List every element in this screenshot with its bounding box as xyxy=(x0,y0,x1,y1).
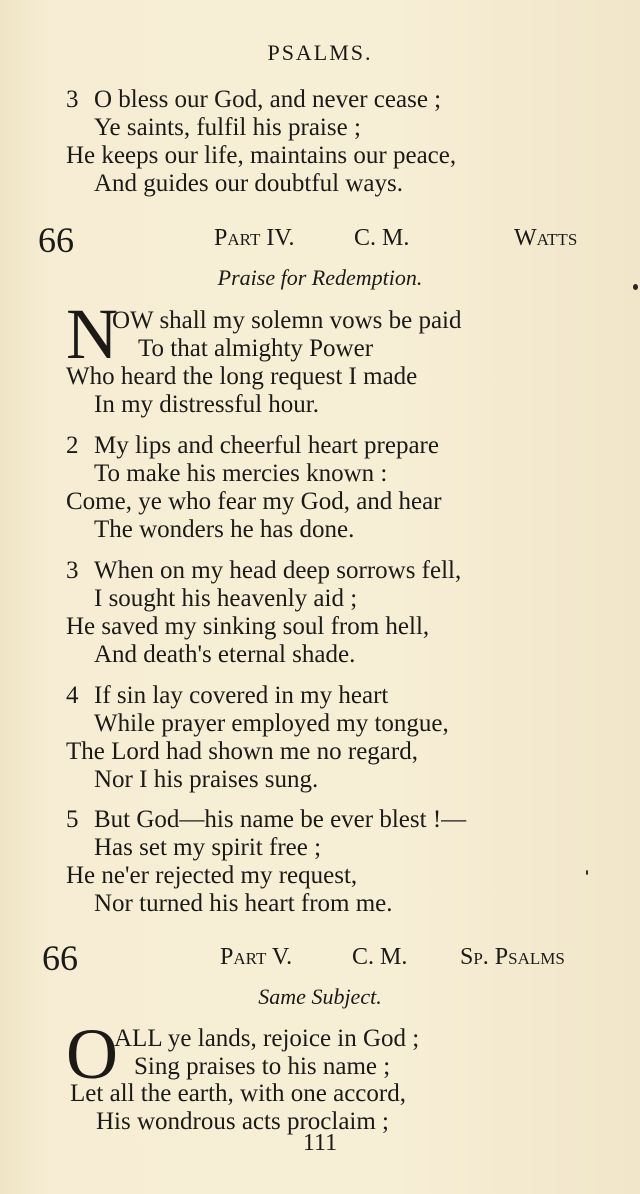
stanza-number: 5 xyxy=(66,806,79,833)
verse-line: While prayer employed my tongue, xyxy=(94,710,449,737)
verse-line: But God—his name be ever blest !— xyxy=(94,806,467,833)
hymn-author: Sp. Psalms xyxy=(460,944,565,970)
ink-speck xyxy=(586,870,588,875)
verse-line: Come, ye who fear my God, and hear xyxy=(66,488,442,515)
hymn-part: Part IV. xyxy=(214,225,295,251)
stanza-number: 3 xyxy=(66,557,79,584)
verse-line: OW shall my solemn vows be paid xyxy=(112,307,462,334)
stanza-number: 4 xyxy=(66,682,79,709)
verse-line: He ne'er rejected my request, xyxy=(66,862,358,889)
ink-speck xyxy=(633,284,638,290)
drop-cap: O xyxy=(66,1014,118,1094)
hymn-subtitle: Praise for Redemption. xyxy=(217,265,423,290)
verse-line: Nor turned his heart from me. xyxy=(94,890,393,917)
verse-line: Let all the earth, with one accord, xyxy=(70,1080,406,1107)
hymn-meter: C. M. xyxy=(352,944,408,970)
hymn-number: 66 xyxy=(42,938,78,978)
verse-line: If sin lay covered in my heart xyxy=(94,682,389,709)
verse-line: The wonders he has done. xyxy=(94,516,355,543)
verse-line: To make his mercies known : xyxy=(94,460,388,487)
hymn-number: 66 xyxy=(38,220,74,260)
hymn-part: Part V. xyxy=(220,944,293,970)
verse-line: Sing praises to his name ; xyxy=(134,1053,391,1080)
verse-line: He keeps our life, maintains our peace, xyxy=(66,142,457,169)
verse-line: Who heard the long request I made xyxy=(66,363,418,390)
verse-line: ALL ye lands, rejoice in God ; xyxy=(114,1025,420,1052)
page-number: 111 xyxy=(302,1130,338,1156)
stanza-number: 3 xyxy=(66,86,79,113)
verse-line: I sought his heavenly aid ; xyxy=(94,585,358,612)
verse-line: O bless our God, and never cease ; xyxy=(94,86,442,113)
hymn-meter: C. M. xyxy=(354,225,410,251)
verse-line: My lips and cheerful heart prepare xyxy=(94,432,439,459)
verse-line: And death's eternal shade. xyxy=(94,641,356,668)
verse-line: And guides our doubtful ways. xyxy=(94,170,403,197)
verse-line: His wondrous acts proclaim ; xyxy=(96,1108,390,1135)
hymn-author: Watts xyxy=(514,225,578,251)
verse-line: Ye saints, fulfil his praise ; xyxy=(94,114,361,141)
verse-line: Has set my spirit free ; xyxy=(94,834,322,861)
verse-line: When on my head deep sorrows fell, xyxy=(94,557,462,584)
drop-cap: N xyxy=(66,294,118,374)
running-header: PSALMS. xyxy=(267,40,373,65)
verse-line: He saved my sinking soul from hell, xyxy=(66,613,430,640)
verse-line: Nor I his praises sung. xyxy=(94,766,319,793)
verse-line: In my distressful hour. xyxy=(94,391,319,418)
hymn-subtitle: Same Subject. xyxy=(258,984,382,1009)
verse-line: To that almighty Power xyxy=(138,335,374,362)
stanza-number: 2 xyxy=(66,432,79,459)
verse-line: The Lord had shown me no regard, xyxy=(66,738,418,765)
